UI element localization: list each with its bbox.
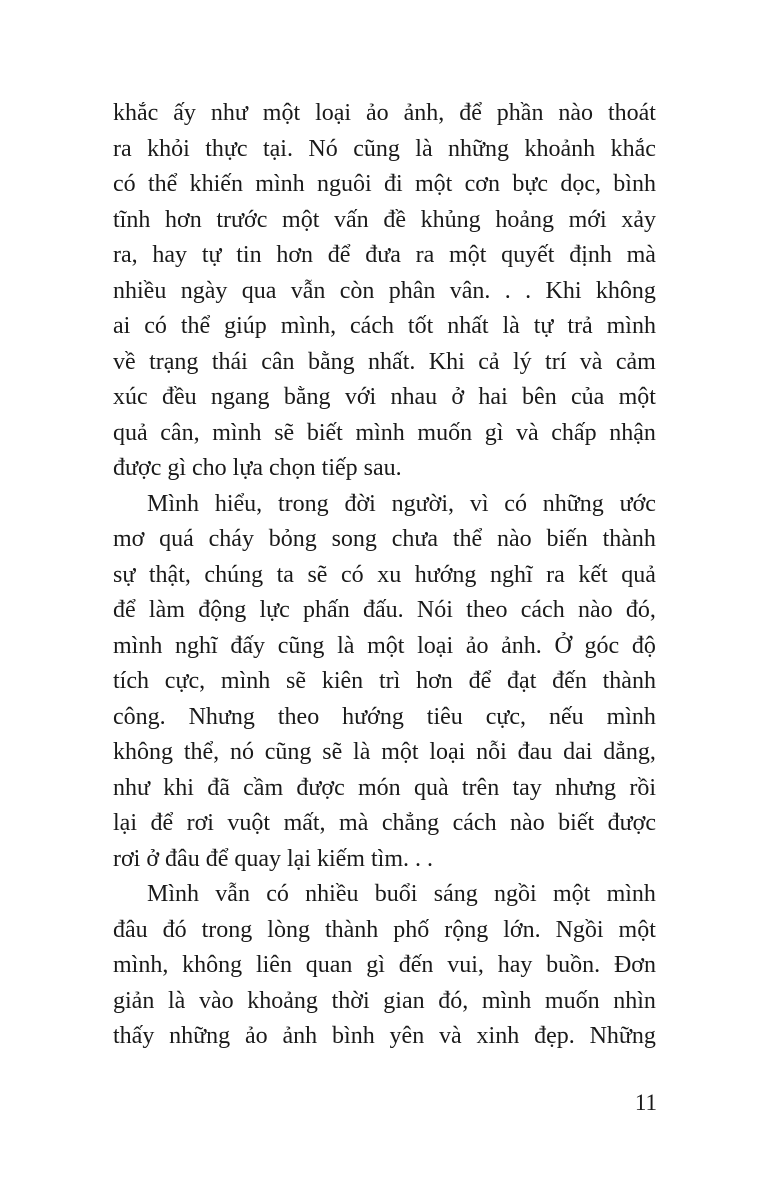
word: tĩnh (113, 206, 151, 233)
word: một (282, 206, 320, 233)
word: khủng (420, 206, 481, 233)
word: mình (255, 171, 305, 197)
word: ra, (113, 242, 138, 268)
text-block (113, 96, 656, 1055)
word: bình (332, 1023, 375, 1049)
text-line (113, 771, 656, 807)
word: xu (377, 561, 402, 588)
word: ra (415, 242, 435, 268)
word: nào (510, 810, 545, 836)
word: ấy (173, 100, 196, 126)
word: nhất. (368, 348, 416, 375)
word: sẽ (322, 739, 343, 765)
word: quả (113, 419, 148, 446)
word: lý (512, 348, 532, 375)
word: kiên (321, 668, 364, 694)
text-line (113, 700, 656, 736)
word: vấn (334, 206, 369, 233)
word: và (579, 348, 603, 375)
word: để (459, 100, 482, 126)
word: động (198, 597, 247, 623)
word: một (262, 100, 301, 126)
word: Ở (554, 632, 572, 659)
word: cơn (464, 171, 500, 197)
word: cách (350, 313, 394, 339)
word: nỗi (476, 739, 507, 765)
word: mới (568, 206, 607, 233)
word: chưa (391, 526, 439, 552)
word: đi (383, 171, 403, 197)
text-line (113, 380, 656, 416)
word: đấy (230, 632, 266, 659)
word: mình (113, 632, 163, 659)
word: đạt (507, 668, 537, 694)
word: là (167, 987, 186, 1014)
word: buổi (374, 881, 418, 907)
word: Đơn (613, 952, 656, 978)
word: thể (147, 171, 178, 197)
word: bực (512, 171, 548, 197)
word: vuột (227, 810, 271, 836)
word: khắc (610, 135, 656, 162)
word: đến (398, 952, 434, 978)
word: muốn (544, 987, 600, 1014)
word: vì (469, 490, 489, 517)
word: đó, (438, 987, 469, 1014)
word: món (358, 774, 401, 801)
word: về (113, 348, 136, 375)
text-line (113, 274, 656, 310)
word: ra (113, 135, 132, 162)
word: mình, (280, 313, 337, 339)
word: cảm (615, 348, 656, 375)
word: gì (366, 952, 385, 978)
word: có (341, 561, 364, 588)
word: một (367, 632, 405, 659)
word: vân. (449, 277, 491, 304)
text-line (113, 913, 656, 949)
word: loại (417, 632, 454, 659)
word: góc (584, 632, 620, 659)
word: ảnh, (403, 100, 445, 126)
word: cách (452, 810, 497, 836)
word: không (113, 739, 173, 765)
text-line (113, 984, 656, 1020)
word: với (344, 384, 377, 410)
word: ai (113, 313, 131, 339)
word: là (353, 739, 371, 765)
word: vẫn (290, 277, 326, 304)
word: mình (355, 419, 405, 446)
word: tự (201, 242, 222, 268)
word: lòng (267, 916, 310, 943)
word: để (150, 810, 174, 836)
word: theo (466, 597, 508, 623)
word: nghĩ (175, 632, 218, 659)
word: thành (324, 916, 379, 943)
word: ảo (245, 1023, 268, 1049)
word: mơ (113, 526, 145, 552)
word: ngồi (494, 881, 537, 907)
word: hai (478, 384, 508, 410)
word: bỏng (268, 526, 317, 552)
word: xinh (476, 1023, 520, 1049)
word: hiểu, (214, 490, 263, 517)
word: biết (558, 810, 595, 836)
word: nguôi (316, 171, 372, 197)
word: khoảnh (524, 135, 596, 162)
word: mà (339, 810, 369, 836)
word: thành (602, 668, 656, 694)
word: cực, (164, 668, 206, 694)
word: không (595, 277, 656, 304)
word: trong (277, 490, 329, 517)
word: song (331, 526, 377, 552)
text-line (113, 629, 656, 665)
text-line: rơi ở đâu để quay lại kiếm tìm. . . (113, 845, 433, 872)
word: giản (113, 987, 155, 1014)
word: giúp (224, 313, 267, 339)
word: nào (577, 597, 613, 623)
word: nào (558, 100, 594, 126)
word: hơn (276, 242, 314, 268)
word: Khi (545, 277, 582, 304)
word: là (337, 632, 355, 659)
word: đấu. (362, 597, 404, 623)
word: trước (216, 206, 268, 233)
word: độ (631, 632, 656, 659)
word: tay (512, 774, 542, 801)
text-line (113, 167, 656, 203)
word: buồn. (546, 952, 601, 978)
word: mình (220, 668, 271, 694)
word: thành (602, 526, 656, 552)
word: Mình (147, 490, 200, 517)
word: quan (305, 952, 353, 978)
word: hơn (165, 206, 202, 233)
word: bằng (283, 384, 331, 410)
paragraph (113, 96, 656, 487)
word: ảo (366, 100, 389, 126)
word: có (504, 490, 527, 517)
word: gian (383, 987, 425, 1014)
word: vào (198, 987, 234, 1014)
word: và (516, 419, 539, 446)
word: đưa (365, 242, 401, 268)
word: ảo (465, 632, 489, 659)
word: mình, (113, 952, 169, 978)
word: Nhưng (188, 703, 255, 730)
word: mà (626, 242, 656, 268)
word: như (113, 774, 151, 801)
word: ta (276, 561, 294, 588)
word: thấy (113, 1023, 155, 1049)
word: loại (429, 739, 466, 765)
word: tiêu (426, 703, 463, 730)
word: cực, (485, 703, 527, 730)
text-line (113, 558, 656, 594)
word: đó, (625, 597, 656, 623)
word: quà (413, 774, 449, 801)
word: bình (613, 171, 656, 197)
word: trong (201, 916, 253, 943)
word: quả (621, 561, 656, 588)
word: những (448, 135, 510, 162)
word: khỏi (147, 135, 190, 162)
word: quyết (501, 242, 555, 268)
word: nào (497, 526, 532, 552)
word: qua (241, 277, 277, 304)
word: theo (277, 703, 320, 730)
word: là (415, 135, 433, 162)
word: tin (236, 242, 262, 268)
text-line (113, 203, 656, 239)
word: cách (520, 597, 565, 623)
word: để (113, 597, 136, 623)
word: chẳng (381, 810, 440, 836)
word: kết (578, 561, 608, 588)
text-line (113, 522, 656, 558)
word: có (113, 171, 136, 197)
word: còn (339, 277, 375, 304)
word: tốt (407, 313, 434, 339)
word: đã (207, 774, 230, 801)
word: vui, (447, 952, 484, 978)
word: tự (533, 313, 554, 339)
word: thực (205, 135, 248, 162)
word: mình (212, 419, 262, 446)
word: một (414, 171, 453, 197)
word: khi (163, 774, 194, 801)
word: lại (113, 810, 137, 836)
word: những (542, 490, 604, 517)
word: có (266, 881, 289, 907)
word: . (525, 277, 532, 304)
word: trí (545, 348, 567, 375)
word: đến (552, 668, 587, 694)
word: ảnh. (501, 632, 542, 659)
word: không (182, 952, 243, 978)
text-line (113, 948, 656, 984)
word: xúc (113, 384, 148, 410)
word: muốn (417, 419, 473, 446)
word: rộng (444, 916, 489, 943)
word: cũng (264, 739, 312, 765)
word: Nó (308, 135, 338, 162)
word: mình (481, 987, 532, 1014)
word: đâu (113, 916, 148, 943)
word: rồi (629, 774, 656, 801)
word: là (502, 313, 520, 339)
word: nhiều (113, 277, 167, 304)
word: chấp (551, 419, 597, 446)
text-line (113, 1019, 656, 1055)
word: công. (113, 703, 166, 730)
word: khoảng (247, 987, 318, 1014)
word: đều (161, 384, 197, 410)
word: Những (589, 1023, 656, 1049)
word: nhau (390, 384, 438, 410)
word: nó (229, 739, 254, 765)
word: đau (517, 739, 553, 765)
word: đề (383, 206, 406, 233)
word: hoảng (495, 206, 554, 233)
word: dai (563, 739, 593, 765)
word: thể (452, 526, 483, 552)
word: Ngồi (555, 916, 604, 943)
paragraph (113, 487, 656, 878)
word: như (210, 100, 248, 126)
text-line (113, 593, 656, 629)
word: liên (255, 952, 292, 978)
word: trạng (149, 348, 199, 375)
word: biết (306, 419, 343, 446)
word: thoát (607, 100, 656, 126)
word: đời (344, 490, 376, 517)
word: cầm (243, 774, 284, 801)
word: ra (546, 561, 565, 588)
text-line (113, 877, 656, 913)
word: để (468, 668, 492, 694)
word: thể (180, 313, 211, 339)
word: biến (546, 526, 588, 552)
word: nếu (548, 703, 584, 730)
text-line (113, 238, 656, 274)
word: mình (606, 313, 656, 339)
word: hướng (342, 703, 404, 730)
word: mình (606, 881, 656, 907)
word: Nói (416, 597, 453, 623)
word: trì (378, 668, 401, 694)
text-line (113, 132, 656, 168)
word: cũng (353, 135, 400, 162)
word: trả (567, 313, 593, 339)
word: những (169, 1023, 231, 1049)
word: đẹp. (534, 1023, 575, 1049)
word: lớn. (503, 916, 541, 943)
word: ngang (210, 384, 270, 410)
word: của (571, 384, 605, 410)
word: hay (497, 952, 533, 978)
word: người, (391, 490, 454, 517)
text-line (113, 96, 656, 132)
word: ước (619, 490, 656, 517)
word: cân, (160, 419, 200, 446)
word: hướng (414, 561, 477, 588)
word: phấn (303, 597, 350, 623)
text-line (113, 487, 656, 523)
word: phần (496, 100, 544, 126)
word: vẫn (215, 881, 250, 907)
page-number: 11 (634, 1090, 657, 1115)
word: nghĩ (489, 561, 533, 588)
paragraph (113, 877, 656, 1055)
word: trên (461, 774, 500, 801)
word: bằng (307, 348, 355, 375)
word: Mình (147, 881, 200, 907)
text-line (113, 664, 656, 700)
word: sẽ (274, 419, 295, 446)
word: tại. (262, 135, 293, 162)
word: sẽ (307, 561, 328, 588)
word: nhìn (613, 987, 656, 1014)
word: chúng (204, 561, 264, 588)
word: nhưng (555, 774, 617, 801)
word: dẳng, (603, 739, 656, 765)
word: nhận (609, 419, 656, 446)
word: dọc, (560, 171, 601, 197)
text-line (113, 345, 656, 381)
text-line (113, 416, 656, 452)
word: thái (211, 348, 248, 375)
word: một (449, 242, 487, 268)
word: cả (478, 348, 500, 375)
word: đó (162, 916, 187, 943)
text-line (113, 806, 656, 842)
word: thời (331, 987, 370, 1014)
text-line (113, 309, 656, 345)
word: thật, (148, 561, 191, 588)
word: loại (315, 100, 352, 126)
word: ảnh (282, 1023, 318, 1049)
word: gì (484, 419, 504, 446)
word: sáng (433, 881, 478, 907)
word: bên (522, 384, 557, 410)
word: phố (393, 916, 430, 943)
text-line (113, 735, 656, 771)
word: lực (259, 597, 290, 623)
word: được (607, 810, 656, 836)
word: một (381, 739, 419, 765)
word: khắc (113, 100, 159, 126)
word: hơn (416, 668, 453, 694)
word: xảy (621, 206, 656, 233)
word: thể, (183, 739, 220, 765)
word: một (552, 881, 591, 907)
word: quá (159, 526, 194, 552)
word: mình (606, 703, 656, 730)
word: được (296, 774, 345, 801)
word: có (144, 313, 167, 339)
word: hay (152, 242, 188, 268)
word: một (618, 916, 656, 943)
word: để (327, 242, 351, 268)
word: khiến (189, 171, 243, 197)
word: làm (148, 597, 185, 623)
word: nhiều (305, 881, 359, 907)
word: rơi (186, 810, 214, 836)
word: tích (113, 668, 149, 694)
word: phân (388, 277, 436, 304)
word: một (618, 384, 656, 410)
word: cháy (208, 526, 254, 552)
word: nhất (447, 313, 489, 339)
word: định (569, 242, 612, 268)
word: cân (261, 348, 295, 375)
word: và (439, 1023, 462, 1049)
word: ở (451, 384, 465, 410)
word: sự (113, 561, 136, 588)
word: ngày (180, 277, 228, 304)
word: sẽ (286, 668, 307, 694)
word: yên (389, 1023, 425, 1049)
text-line: được gì cho lựa chọn tiếp sau. (113, 455, 402, 481)
word: Khi (428, 348, 465, 375)
word: . (504, 277, 511, 304)
word: mất, (283, 810, 326, 836)
word: cũng (277, 632, 325, 659)
